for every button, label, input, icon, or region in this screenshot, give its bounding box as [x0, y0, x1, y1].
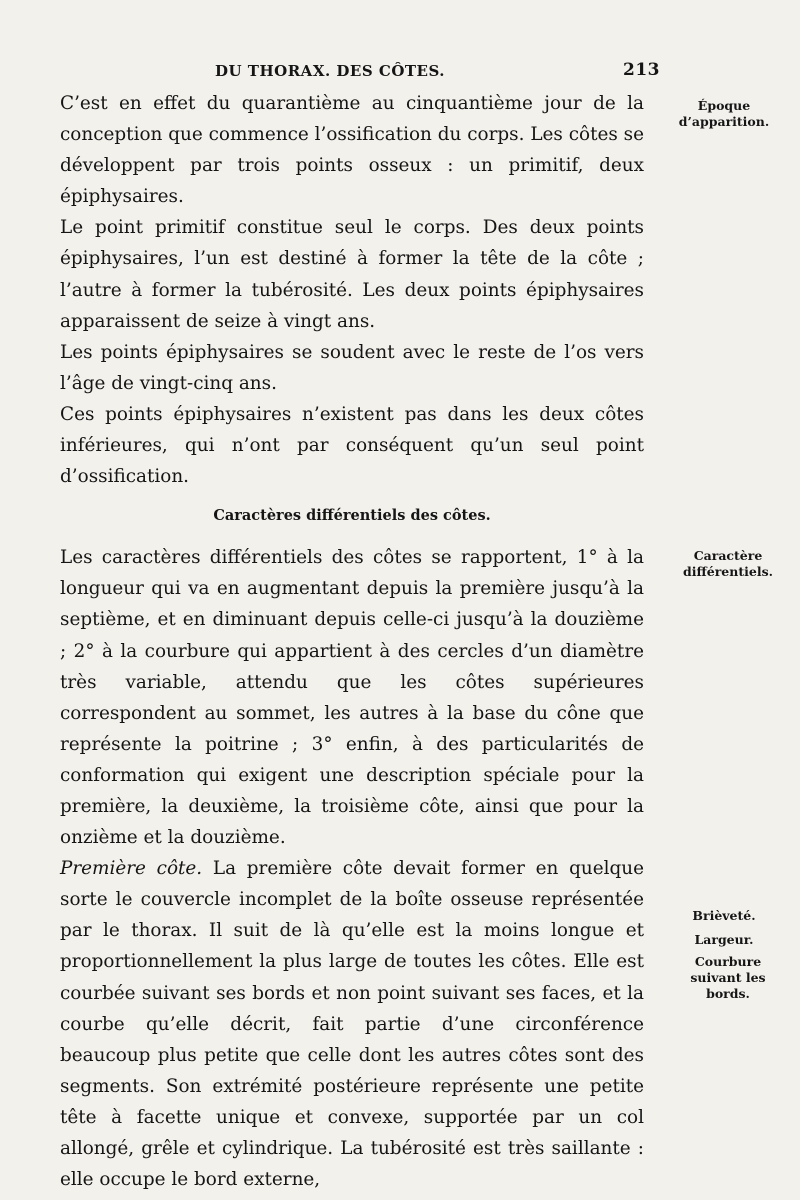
margin-note-caractere: Caractère différentiels.	[683, 548, 773, 579]
body-text	[60, 88, 644, 1195]
paragraph: Les caractères différentiels des côtes se rapportent, 1° à la longueur qui va en augmentant depuis la première jusqu’à la septième, et en diminuant depuis celle-ci jusqu’à la douzième ; 2° à la courbure qui appartient à des cercles d’un diamètre très variable, attendu que les côtes supérieures correspondent au sommet, les autres à la base du cône que représente la poitrine ; 3° enfin, à des particularités de conformation qui exigent une description spéciale pour la première, la deuxième, la troisième côte, ainsi que pour la onzième et la douzième.	[60, 547, 644, 849]
margin-note-largeur: Largeur.	[694, 932, 754, 947]
margin-note-courbure: Courbure suivant les bords.	[690, 954, 766, 1001]
margin-note-brievete: Brièveté.	[692, 908, 756, 923]
paragraph: Les points épiphysaires se soudent avec le reste de l’os vers l’âge de vingt-cinq ans.	[60, 341, 644, 394]
paragraph: Ces points épiphysaires n’existent pas dans les deux côtes inférieures, qui n’ont par conséquent qu’un seul point d’ossification.	[60, 403, 644, 488]
page-number: 213	[623, 60, 660, 80]
subsection-lead: Première côte.	[60, 858, 203, 880]
subsection-text: La première côte devait former en quelque sorte le couvercle incomplet de la boîte osseuse représentée par le thorax. Il suit de là qu’elle est la moins longue et proportionnellement la plus large de toutes les côtes. Elle est courbée suivant ses bords et non point suivant ses faces, et la courbe qu’elle décrit, fait partie d’une circonférence beaucoup plus petite que celle dont les autres côtes sont des segments. Son extrémité postérieure représente une petite tête à facette unique et convexe, supportée par un col allongé, grêle et cylindrique. La tubérosité est très saillante : elle occupe le bord externe,	[60, 858, 644, 1191]
paragraph: Le point primitif constitue seul le corps. Des deux points épiphysaires, l’un est destiné à former la tête de la côte ; l’autre à former la tubérosité. Les deux points épiphysaires apparaissent de seize à vingt ans.	[60, 217, 644, 332]
paragraph-premiere-cote	[60, 853, 644, 1195]
margin-note-epoque: Époque d’apparition.	[678, 98, 770, 129]
paragraph: C’est en effet du quarantième au cinquantième jour de la conception que commence l’ossification du corps. Les côtes se développent par trois points osseux : un primitif, deux épiphysaires.	[60, 93, 644, 208]
running-head-title: DU THORAX. DES CÔTES.	[215, 62, 446, 80]
section-heading: Caractères différentiels des côtes.	[213, 507, 491, 525]
